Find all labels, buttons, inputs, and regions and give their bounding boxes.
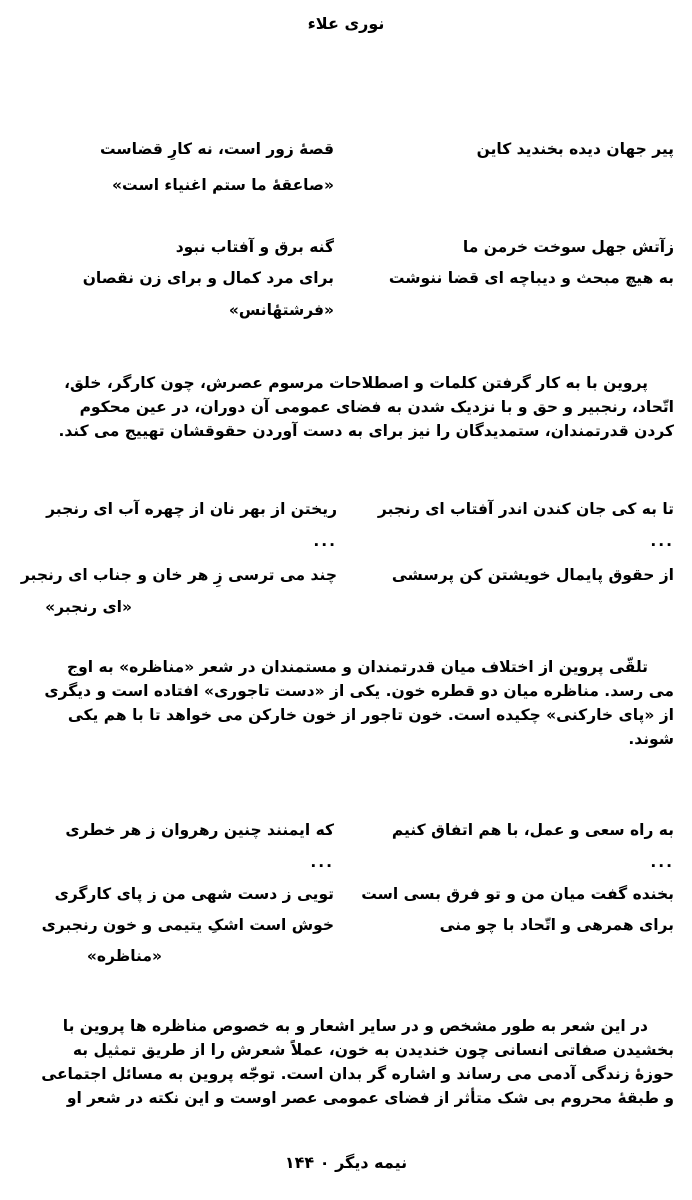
verse-hemistich: تویی ز دست شهی من ز پای کارگری — [54, 885, 334, 903]
paragraph-line: از «پای خارکنی» چکیده است. خون تاجور از خون خارکن می خواهد تا با هم یکی — [67, 706, 674, 724]
verse-hemistich: خوش است اشکِ یتیمی و خون رنجبری — [41, 916, 334, 934]
body-paragraph-1 — [14, 371, 674, 443]
paragraph-line: حوزهٔ زندگی آدمی می رساند و اشاره گر بدان است. توجّه پروین به مسائل اجتماعی — [41, 1065, 674, 1083]
verse-hemistich: برای همرهی و اتّحاد با چو منی — [439, 916, 674, 934]
poem-source-citation: «فرشتهٔانس» — [228, 301, 334, 319]
verse-hemistich: گنه برق و آفتاب نبود — [175, 238, 334, 256]
verse-hemistich: از حقوق پایمال خویشتن کن پرسشی — [391, 566, 674, 584]
poem-source-citation: «مناظره» — [86, 947, 162, 965]
paragraph-line: تلقّی پروین از اختلاف میان قدرتمندان و مستمندان در شعر «مناظره» به اوج — [66, 658, 648, 676]
verse-hemistich: پیر جهان دیده بخندید کاین — [476, 140, 674, 158]
body-paragraph-2 — [14, 655, 674, 751]
poem-source-citation: «ای رنجبر» — [45, 598, 132, 616]
verse-hemistich: به هیچ مبحث و دیباچه ای قضا ننوشت — [388, 269, 674, 287]
paragraph-line: بخشیدن صفاتی انسانی چون خندیدن به خون، عملاً شعرش را از طریق تمثیل به — [72, 1041, 674, 1059]
verse-hemistich: به راه سعی و عمل، با هم اتفاق کنیم — [391, 821, 674, 839]
verse-hemistich: بخنده گفت میان من و تو فرق بسی است — [361, 885, 674, 903]
paragraph-line: کردن قدرتمندان، ستمدیدگان را نیز برای به دست آوردن حقوقشان تهییج می کند. — [58, 422, 674, 440]
body-paragraph-3 — [14, 1014, 674, 1110]
paragraph-line: و طبقهٔ محروم بی شک متأثر از فضای عمومی عصر اوست و این نکته در شعر او — [66, 1089, 674, 1107]
verse-hemistich: برای مرد کمال و برای زن نقصان — [82, 269, 334, 287]
page-footer: نیمه دیگر ۰ ۱۴۴ — [284, 1153, 408, 1172]
paragraph-line: می رسد. مناظره میان دو قطره خون. یکی از «دست تاجوری» افتاده است و دیگری — [44, 682, 674, 700]
paragraph-line: در این شعر به طور مشخص و در سایر اشعار و به خصوص مناظره ها پروین با — [62, 1017, 648, 1035]
verse-hemistich: ریختن از بهر نان از چهره آب ای رنجبر — [46, 500, 337, 518]
verse-hemistich: که ایمنند چنین رهروان ز هر خطری — [65, 821, 334, 839]
verse-hemistich: قصهٔ زور است، نه کارِ قضاست — [99, 140, 334, 158]
poem-source-citation: «صاعقهٔ ما ستم اغنیاء است» — [112, 176, 334, 194]
paragraph-line: شوند. — [628, 730, 674, 748]
verse-hemistich: تا به کی جان کندن اندر آفتاب ای رنجبر — [377, 500, 674, 518]
verse-ellipsis: ... — [310, 853, 334, 871]
running-header: نوری علاء — [307, 14, 385, 33]
paragraph-line: پروین با به کار گرفتن کلمات و اصطلاحات مرسوم عصرش، چون کارگر، خلق، — [64, 374, 648, 392]
verse-ellipsis: ... — [313, 532, 337, 550]
paragraph-line: اتّحاد، رنجبیر و حق و با نزدیک شدن به فضای عمومی آن دوران، در عین محکوم — [79, 398, 674, 416]
verse-hemistich: زآتش جهل سوخت خرمن ما — [462, 238, 674, 256]
verse-ellipsis: ... — [650, 532, 674, 550]
verse-hemistich: چند می ترسی زِ هر خان و جناب ای رنجبر — [20, 566, 337, 584]
verse-ellipsis: ... — [650, 853, 674, 871]
